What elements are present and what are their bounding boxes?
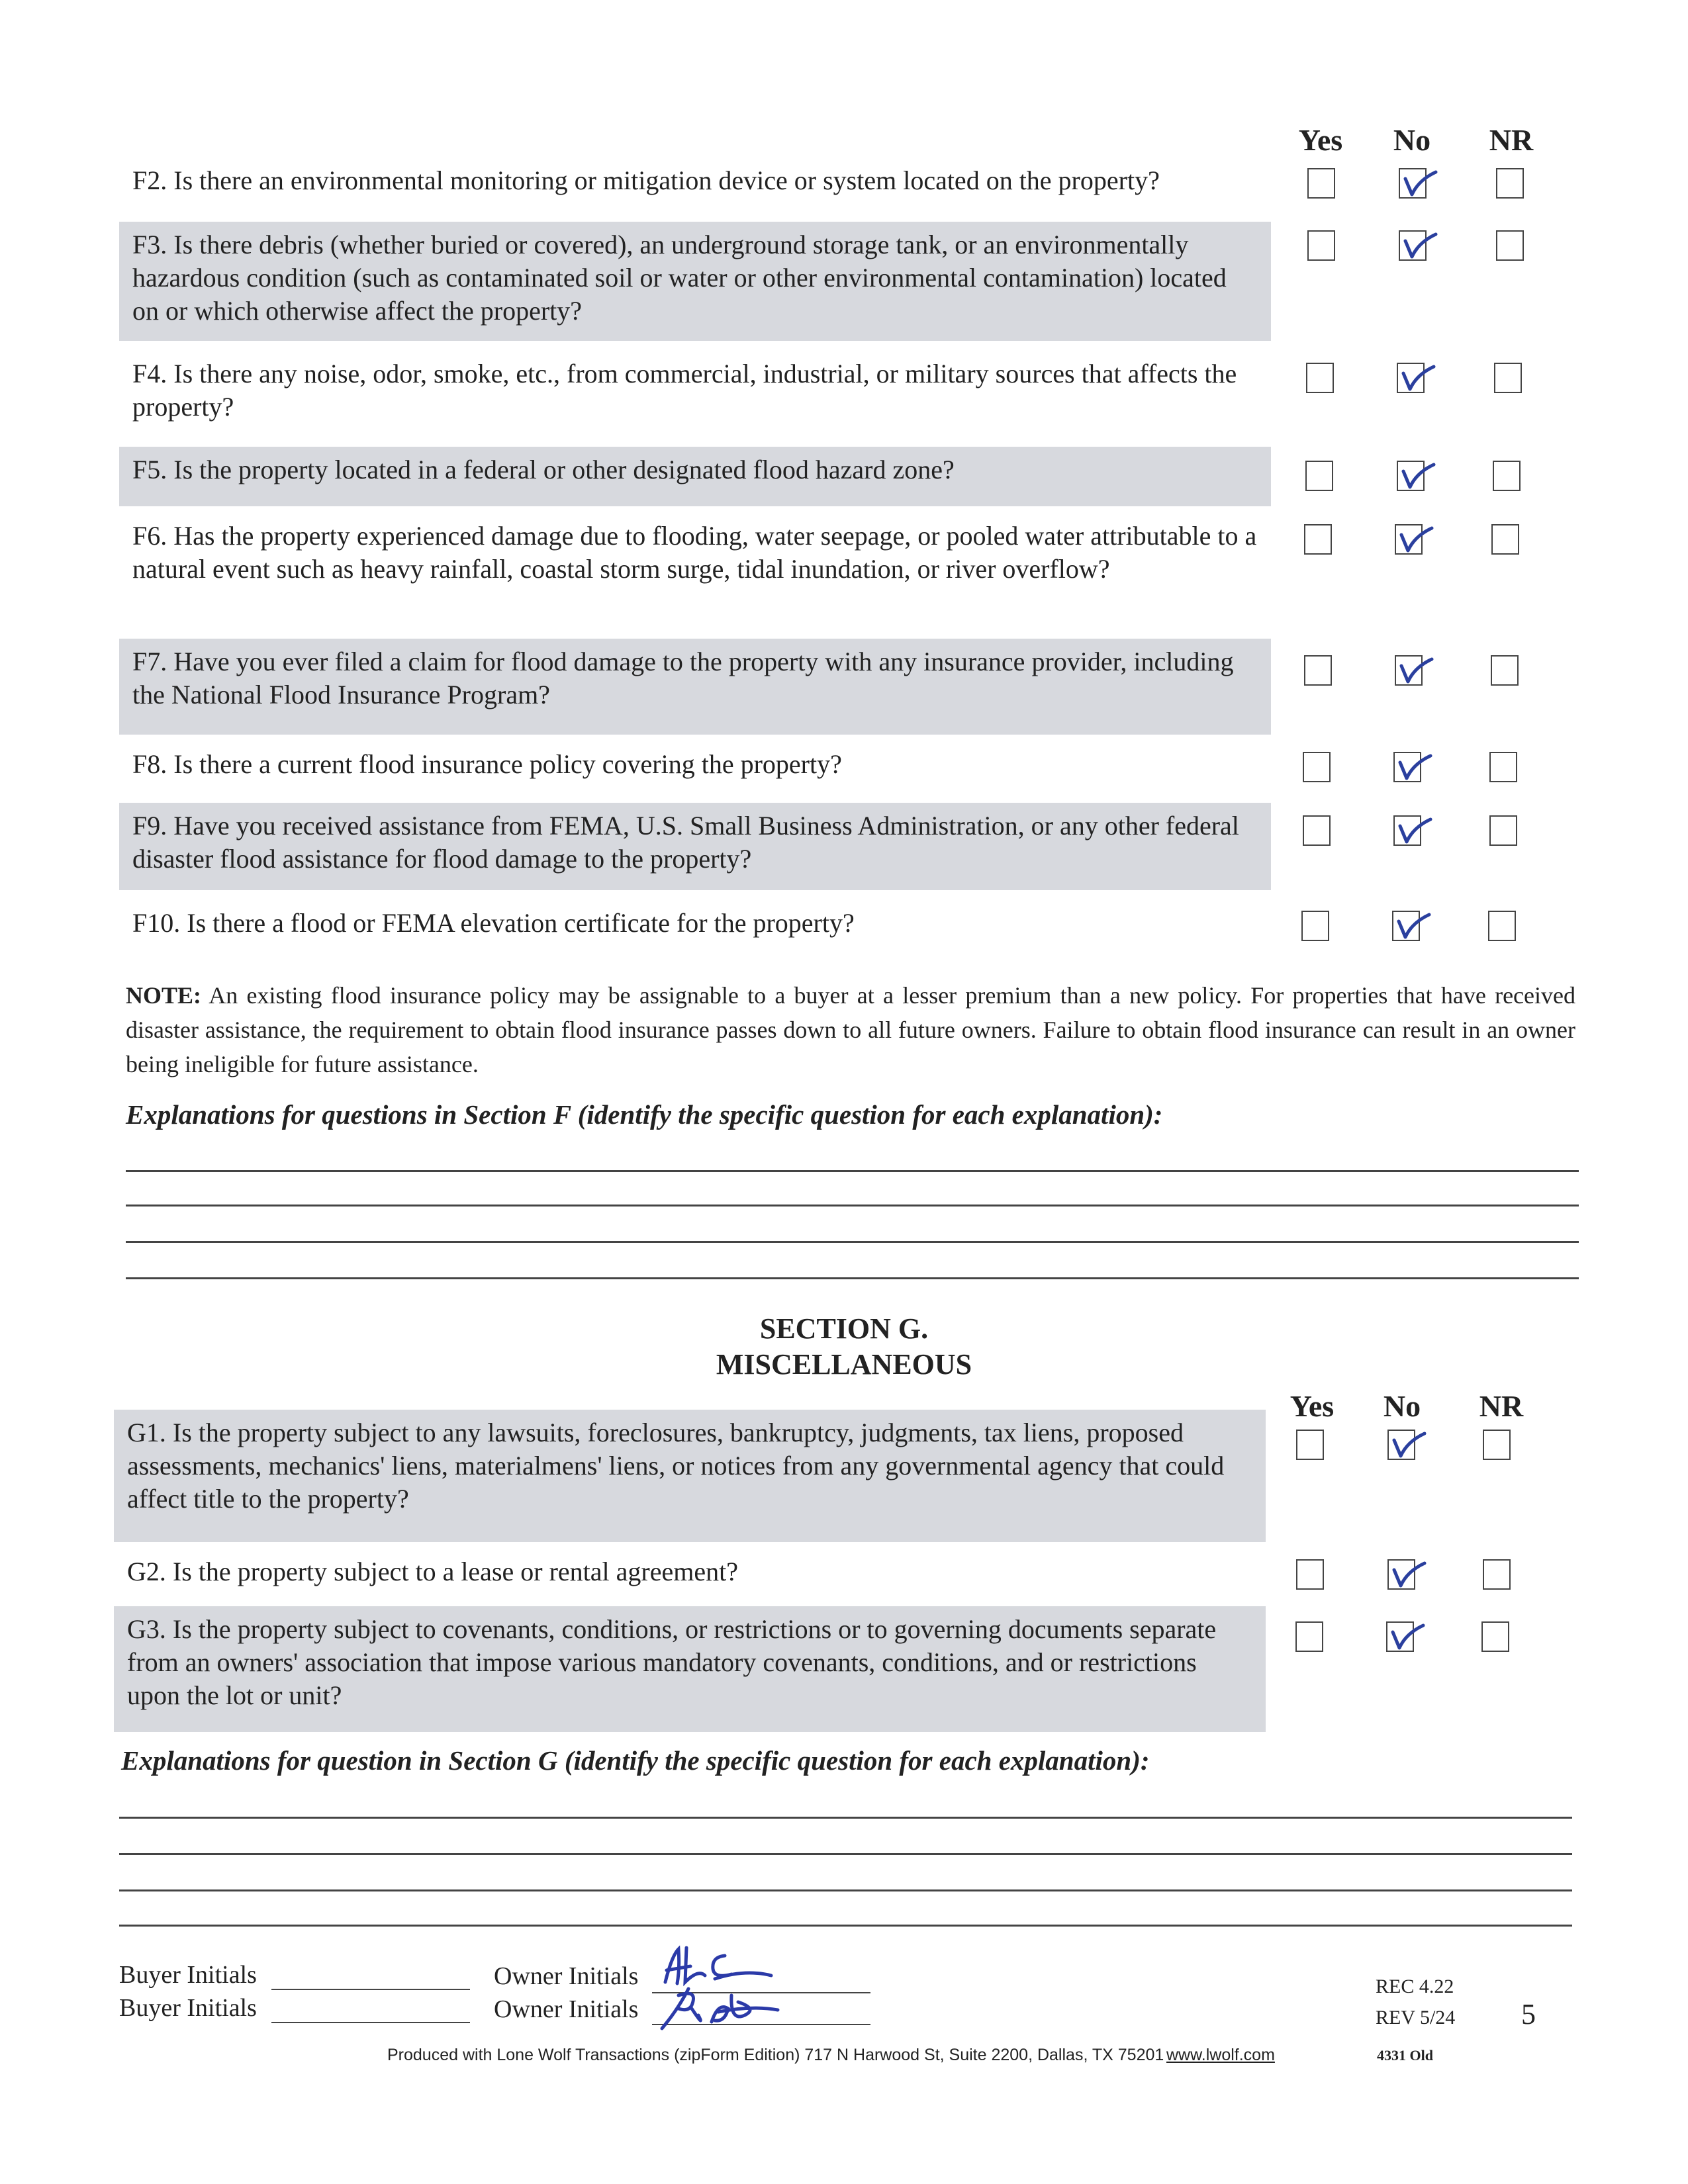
checkbox-nr-f10[interactable]	[1488, 911, 1516, 941]
checkbox-no-f5[interactable]	[1397, 461, 1425, 491]
owner-initials-signature	[652, 1982, 784, 2035]
checkbox-yes-f9[interactable]	[1303, 815, 1331, 846]
question-text: G3. Is the property subject to covenants, conditions, or restrictions or to governing documents separate from an owners' association that impose various mandatory covenants, conditions, and or restrictions upon the lot or unit?	[127, 1614, 1217, 1710]
checkbox-no-f2[interactable]	[1399, 168, 1427, 199]
explanation-line[interactable]	[126, 1277, 1579, 1279]
checkbox-no-f10[interactable]	[1392, 911, 1420, 941]
explanation-line[interactable]	[119, 1889, 1572, 1891]
note-text: An existing flood insurance policy may be assignable to a buyer at a lesser premium than a new policy. For properties that have received disaster assistance, the requirement to obtain flood insurance passes down to all future owners. Failure to obtain flood insurance can result in an owner being ineligible for future assistance.	[126, 982, 1575, 1077]
check-mark-icon	[1392, 807, 1438, 854]
question-text: F9. Have you received assistance from FEMA, U.S. Small Business Administration, or any other federal disaster flood assistance for flood damage to the property?	[132, 811, 1239, 874]
form-id: 4331 Old	[1377, 2047, 1433, 2064]
question-text: F2. Is there an environmental monitoring or mitigation device or system located on the property?	[132, 165, 1160, 195]
buyer-initials-label: Buyer Initials	[119, 1994, 257, 2022]
website-link[interactable]: www.lwolf.com	[1166, 2046, 1275, 2064]
form-code: REC 4.22	[1376, 1976, 1454, 1997]
question-text: F5. Is the property located in a federal or other designated flood hazard zone?	[132, 455, 955, 484]
checkbox-nr-f9[interactable]	[1489, 815, 1517, 846]
checkbox-yes-f6[interactable]	[1304, 524, 1332, 555]
checkbox-no-f9[interactable]	[1393, 815, 1421, 846]
question-text: G2. Is the property subject to a lease or rental agreement?	[127, 1557, 738, 1586]
question-row-f5	[119, 447, 1271, 506]
check-mark-icon	[1386, 1422, 1432, 1468]
check-mark-icon	[1397, 160, 1444, 206]
checkbox-no-g1[interactable]	[1387, 1430, 1415, 1460]
checkbox-nr-f8[interactable]	[1489, 752, 1517, 782]
checkbox-nr-g3[interactable]	[1481, 1621, 1509, 1652]
owner-initials-label: Owner Initials	[494, 1962, 639, 1990]
checkbox-no-f4[interactable]	[1397, 363, 1425, 393]
question-row-f7	[119, 639, 1271, 735]
checkbox-no-f3[interactable]	[1399, 230, 1427, 261]
section-g-explanations-label: Explanations for question in Section G (identify the specific question for each explanation):	[121, 1745, 1150, 1776]
checkbox-yes-g3[interactable]	[1295, 1621, 1323, 1652]
checkbox-yes-g1[interactable]	[1296, 1430, 1324, 1460]
check-mark-icon	[1397, 222, 1444, 269]
checkbox-nr-g1[interactable]	[1483, 1430, 1511, 1460]
explanation-line[interactable]	[119, 1817, 1572, 1819]
checkbox-nr-f3[interactable]	[1496, 230, 1524, 261]
checkbox-nr-g2[interactable]	[1483, 1559, 1511, 1590]
check-mark-icon	[1393, 647, 1440, 694]
form-revision: REV 5/24	[1376, 2007, 1456, 2028]
question-text: F10. Is there a flood or FEMA elevation certificate for the property?	[132, 908, 855, 938]
question-row-f6	[119, 513, 1271, 625]
produced-with-text: Produced with Lone Wolf Transactions (zipForm Edition) 717 N Harwood St, Suite 2200, Dallas, TX 75201	[387, 2046, 1164, 2064]
col-header-yes: Yes	[1298, 123, 1343, 157]
buyer-initials-label: Buyer Initials	[119, 1961, 257, 1989]
section-f-explanations-label: Explanations for questions in Section F (identify the specific question for each explanation):	[126, 1099, 1163, 1130]
question-text: F6. Has the property experienced damage due to flooding, water seepage, or pooled water attributable to a natural event such as heavy rainfall, coastal storm surge, tidal inundation, or river overflow?	[132, 521, 1257, 584]
check-mark-icon	[1392, 744, 1438, 790]
flood-insurance-note	[126, 978, 1575, 1081]
checkbox-nr-f2[interactable]	[1496, 168, 1524, 199]
checkbox-nr-f6[interactable]	[1491, 524, 1519, 555]
check-mark-icon	[1385, 1614, 1431, 1660]
explanation-line[interactable]	[126, 1205, 1579, 1206]
page-number: 5	[1521, 1998, 1536, 2030]
col-header-yes: Yes	[1289, 1389, 1335, 1423]
checkbox-nr-f4[interactable]	[1494, 363, 1522, 393]
question-row-f4	[119, 351, 1271, 440]
explanation-line[interactable]	[126, 1170, 1579, 1172]
checkbox-no-g2[interactable]	[1387, 1559, 1415, 1590]
check-mark-icon	[1386, 1551, 1432, 1598]
question-text: F7. Have you ever filed a claim for flood damage to the property with any insurance provider, including the National Flood Insurance Program?	[132, 647, 1234, 709]
checkbox-nr-f7[interactable]	[1491, 655, 1519, 686]
question-text: F4. Is there any noise, odor, smoke, etc., from commercial, industrial, or military sources that affects the property?	[132, 359, 1237, 422]
question-row-f10	[119, 900, 1271, 954]
explanation-line[interactable]	[119, 1925, 1572, 1927]
checkbox-no-f8[interactable]	[1393, 752, 1421, 782]
check-mark-icon	[1395, 453, 1442, 499]
col-header-no: No	[1393, 123, 1431, 157]
owner-initials-label: Owner Initials	[494, 1995, 639, 2023]
check-mark-icon	[1395, 355, 1442, 401]
checkbox-yes-g2[interactable]	[1296, 1559, 1324, 1590]
checkbox-yes-f2[interactable]	[1307, 168, 1335, 199]
checkbox-yes-f7[interactable]	[1304, 655, 1332, 686]
col-header-no: No	[1383, 1389, 1421, 1423]
section-g-subtitle: MISCELLANEOUS	[716, 1348, 972, 1381]
question-row-g3	[114, 1606, 1266, 1732]
question-row-g1	[114, 1410, 1266, 1542]
explanation-line[interactable]	[119, 1853, 1572, 1855]
question-row-f8	[119, 741, 1271, 796]
question-row-g2	[114, 1549, 1266, 1600]
buyer-initials-field[interactable]	[271, 2022, 470, 2023]
question-row-f2	[119, 158, 1271, 212]
check-mark-icon	[1391, 903, 1437, 949]
explanation-line[interactable]	[126, 1241, 1579, 1243]
note-label: NOTE:	[126, 982, 202, 1009]
checkbox-nr-f5[interactable]	[1493, 461, 1521, 491]
buyer-initials-field[interactable]	[271, 1989, 470, 1990]
question-text: F3. Is there debris (whether buried or covered), an underground storage tank, or an environmentally hazardous condition (such as contaminated soil or water or other environmental contamination) located on or which otherwise affect the property?	[132, 230, 1227, 326]
col-header-nr: NR	[1489, 123, 1534, 157]
section-g-title: SECTION G.	[759, 1312, 929, 1345]
checkbox-yes-f3[interactable]	[1307, 230, 1335, 261]
checkbox-no-g3[interactable]	[1386, 1621, 1414, 1652]
question-text: G1. Is the property subject to any lawsuits, foreclosures, bankruptcy, judgments, tax liens, proposed assessments, mechanics' liens, materialmens' liens, or notices from any governmental agency that could affect title to the property?	[127, 1418, 1225, 1514]
checkbox-yes-f10[interactable]	[1301, 911, 1329, 941]
checkbox-no-f6[interactable]	[1395, 524, 1423, 555]
question-text: F8. Is there a current flood insurance policy covering the property?	[132, 749, 842, 779]
checkbox-yes-f5[interactable]	[1305, 461, 1333, 491]
checkbox-yes-f4[interactable]	[1306, 363, 1334, 393]
checkbox-no-f7[interactable]	[1395, 655, 1423, 686]
question-row-f9	[119, 803, 1271, 890]
question-row-f3	[119, 222, 1271, 341]
col-header-nr: NR	[1479, 1389, 1524, 1423]
checkbox-yes-f8[interactable]	[1303, 752, 1331, 782]
check-mark-icon	[1393, 516, 1440, 563]
